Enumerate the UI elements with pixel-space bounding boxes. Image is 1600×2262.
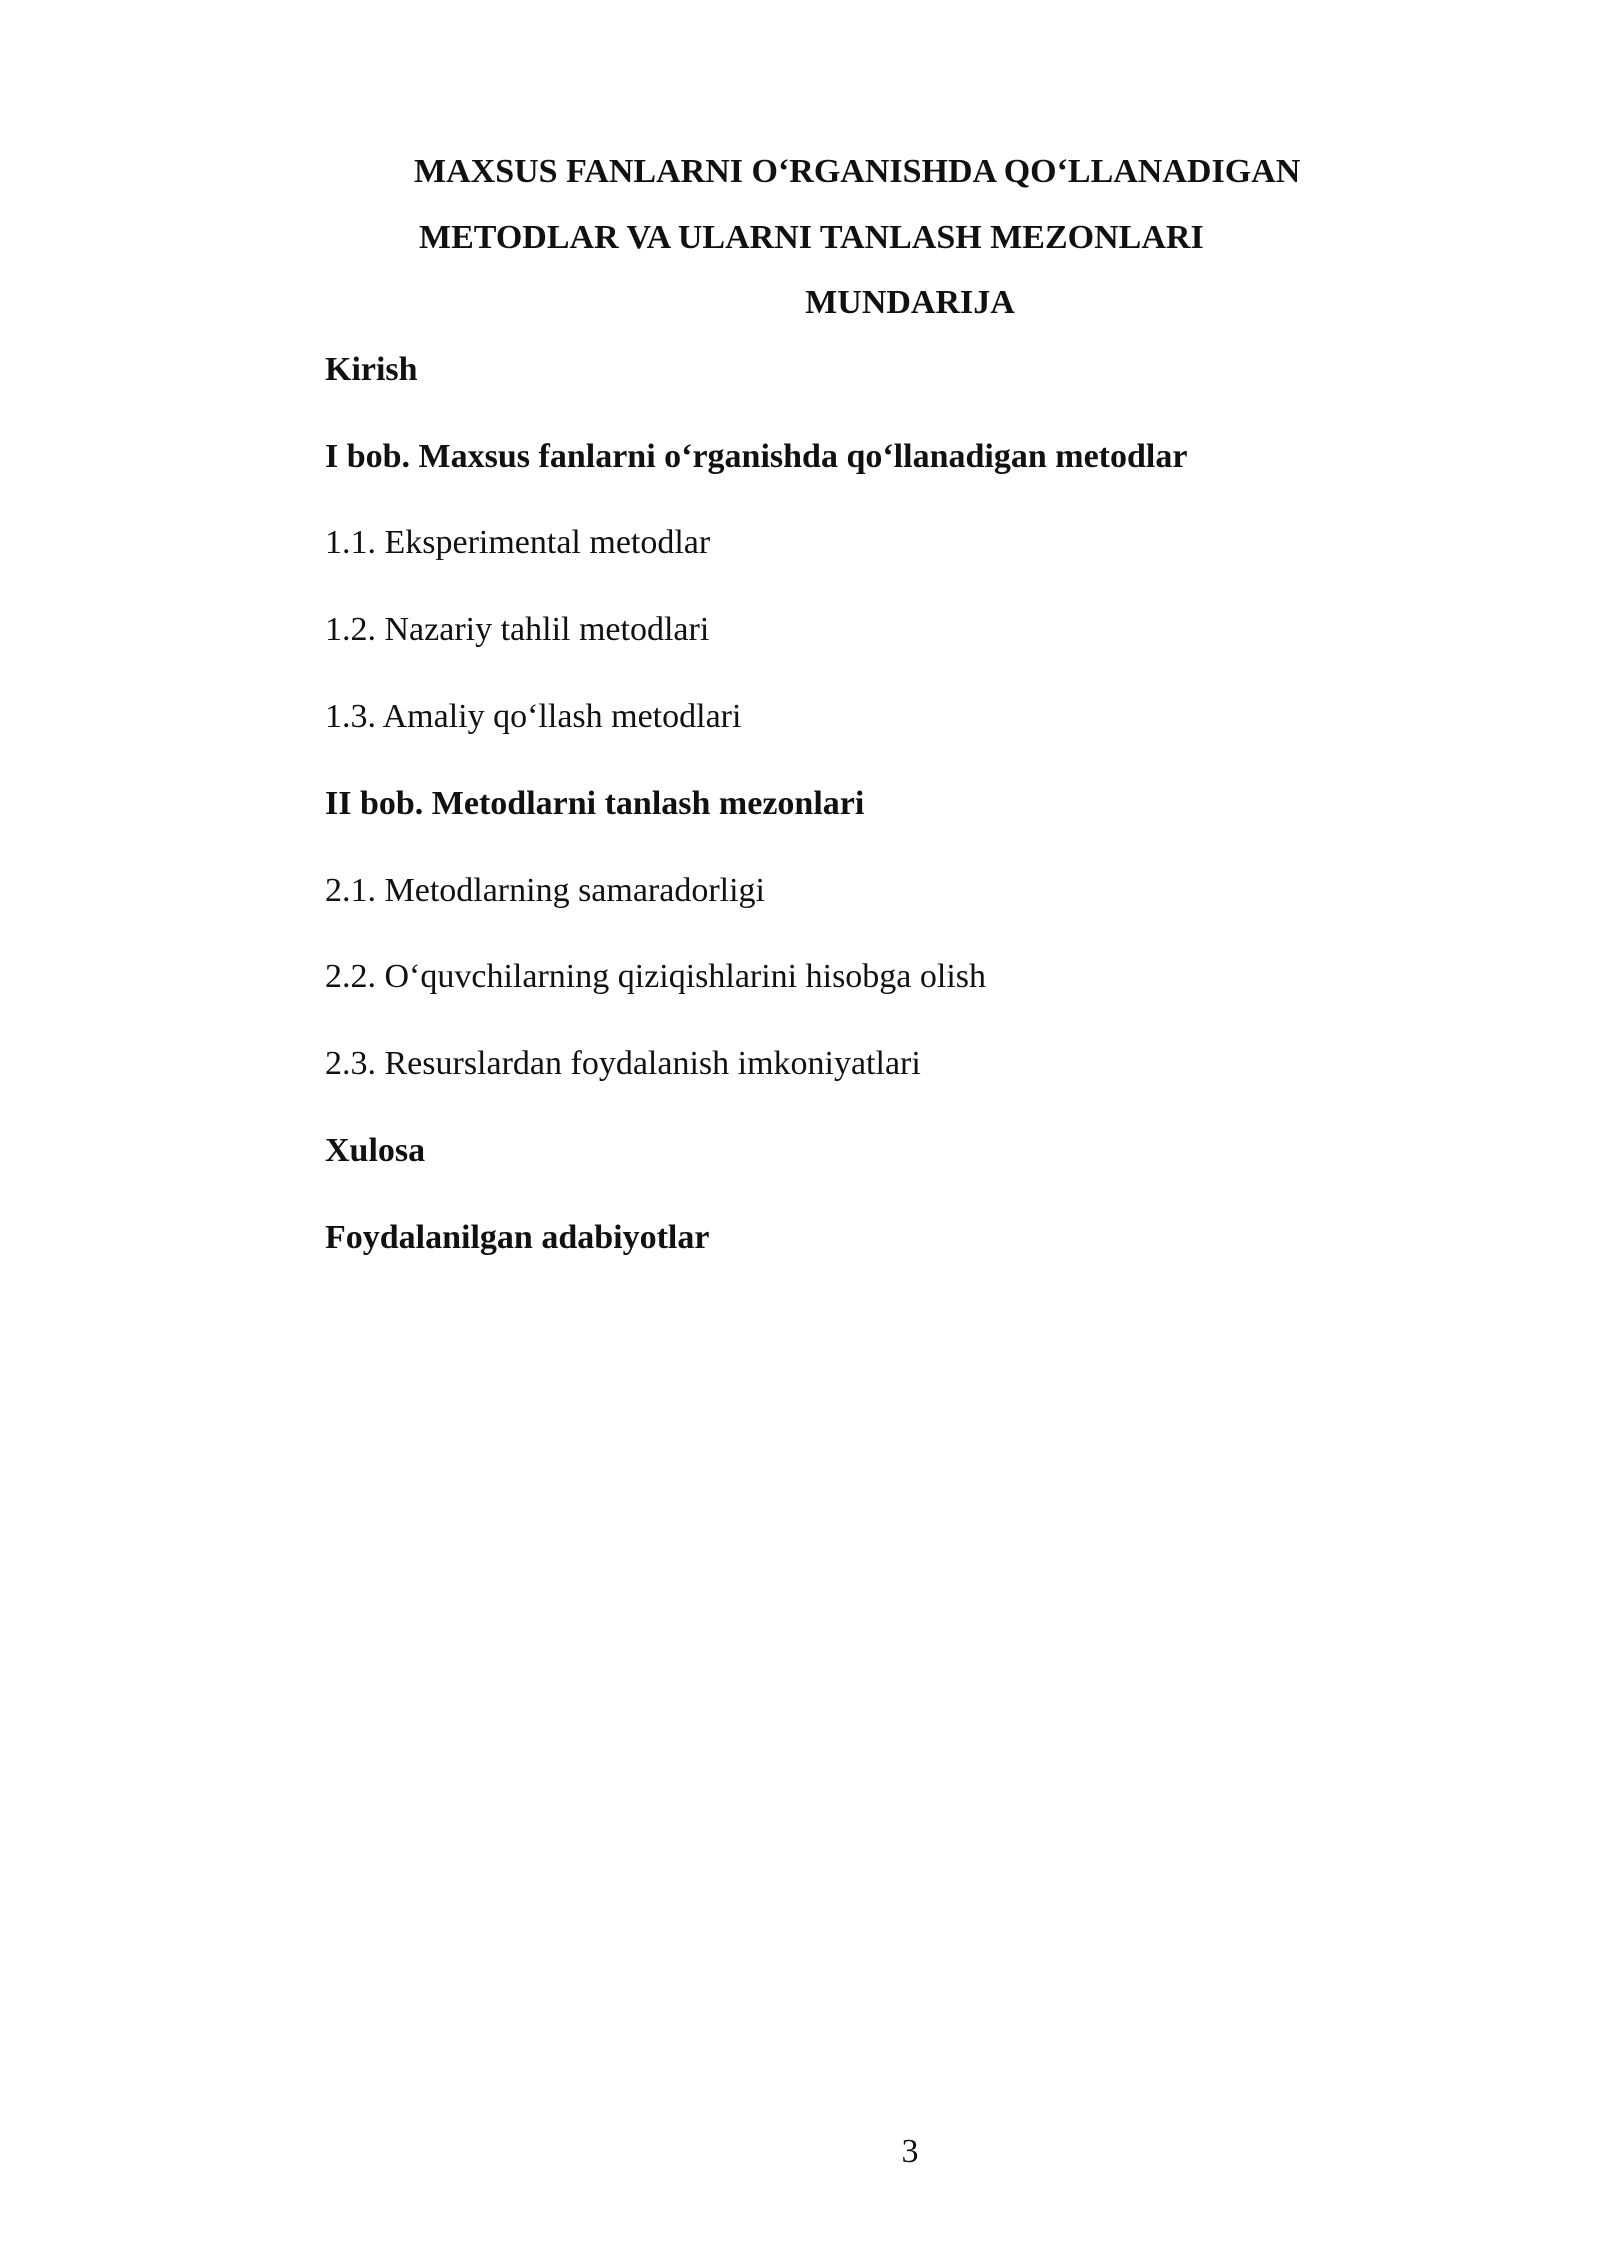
toc-item-chapter-1: I bob. Maxsus fanlarni o‘rganishda qo‘llanadigan metodlar	[325, 438, 1188, 475]
toc-item-1-3: 1.3. Amaliy qo‘llash metodlari	[325, 698, 742, 735]
toc-item-2-1: 2.1. Metodlarning samaradorligi	[325, 872, 766, 909]
page-number: 3	[901, 2133, 919, 2170]
toc-item-2-2: 2.2. O‘quvchilarning qiziqishlarini hisobga olish	[325, 958, 987, 995]
toc-item-1-2: 1.2. Nazariy tahlil metodlari	[325, 611, 710, 648]
toc-item-xulosa: Xulosa	[325, 1132, 426, 1169]
title-line-1: MAXSUS FANLARNI O‘RGANISHDA QO‘LLANADIGAN	[414, 153, 1301, 190]
title-line-2: METODLAR VA ULARNI TANLASH MEZONLARI	[419, 219, 1204, 256]
toc-item-bibliography: Foydalanilgan adabiyotlar	[325, 1219, 710, 1256]
toc-item-chapter-2: II bob. Metodlarni tanlash mezonlari	[325, 785, 865, 822]
toc-item-1-1: 1.1. Eksperimental metodlar	[325, 524, 711, 561]
toc-heading: MUNDARIJA	[805, 284, 1015, 321]
toc-item-2-3: 2.3. Resurslardan foydalanish imkoniyatlari	[325, 1045, 921, 1082]
toc-item-kirish: Kirish	[325, 351, 418, 388]
